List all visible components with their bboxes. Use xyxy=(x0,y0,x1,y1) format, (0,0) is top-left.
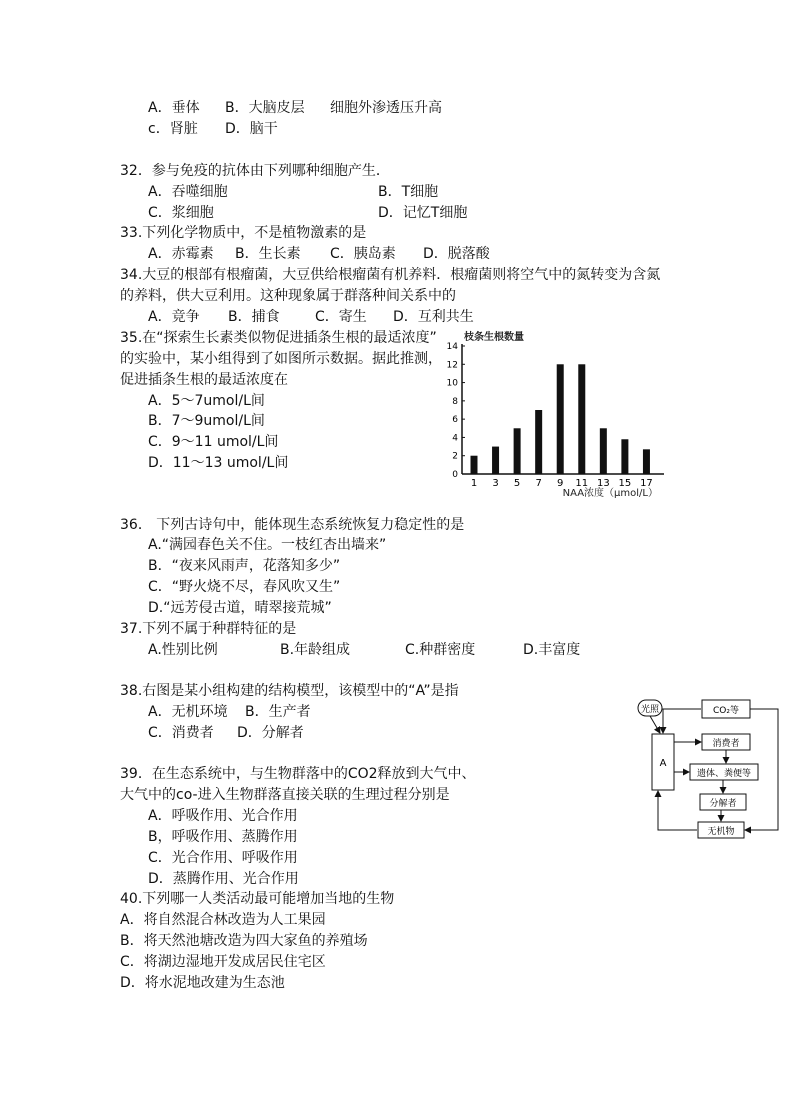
q33-option-c: C．胰岛素 xyxy=(330,246,396,262)
q35-stem-line-3: 促进插条生根的最适浓度在 xyxy=(120,372,288,388)
q40-option-c: C．将湖边湿地开发成居民住宅区 xyxy=(120,954,326,970)
x-tick-label: 9 xyxy=(557,478,564,489)
y-tick-label: 10 xyxy=(446,378,458,389)
q38-stem: 38.右图是某小组构建的结构模型，该模型中的“A”是指 xyxy=(120,683,459,699)
y-tick-label: 0 xyxy=(452,470,458,480)
x-tick-label: 11 xyxy=(575,478,589,489)
q37-option-c: C.种群密度 xyxy=(405,642,476,658)
q35-stem-line-2: 的实验中，某小组得到了如图所示数据。据此推测， xyxy=(120,351,442,367)
q39-stem-line-2: 大气中的co-进入生物群落直接关联的生理过程分别是 xyxy=(120,787,450,803)
q31-option-d: D．脑干 xyxy=(225,121,278,137)
q40-stem: 40.下列哪一人类活动最可能增加当地的生物 xyxy=(120,891,395,907)
x-tick-label: 5 xyxy=(513,478,521,489)
q34-option-c: C．寄生 xyxy=(315,309,367,325)
q40-option-a: A．将自然混合林改造为人工果园 xyxy=(120,912,326,928)
bar-3 xyxy=(492,447,499,474)
bar-17 xyxy=(643,449,650,474)
q32-option-c: C．浆细胞 xyxy=(148,205,214,221)
node-decomposer-label: 分解者 xyxy=(709,799,737,809)
y-tick-label: 12 xyxy=(446,360,458,371)
q38-option-c: C．消费者 xyxy=(148,725,214,741)
root-count-bar-chart xyxy=(438,326,678,504)
q39-stem-line-1: 39．在生态系统中，与生物群落中的CO2释放到大气中、 xyxy=(120,766,476,782)
x-tick-label: 15 xyxy=(618,478,632,489)
q33-stem: 33.下列化学物质中，不是植物激素的是 xyxy=(120,225,367,241)
bar-7 xyxy=(535,410,542,474)
x-tick-label: 3 xyxy=(492,478,499,489)
q33-option-d: D．脱落酸 xyxy=(423,246,490,262)
q33-option-b: B．生长素 xyxy=(235,246,301,262)
y-tick-label: 2 xyxy=(452,451,458,462)
bar-11 xyxy=(578,364,585,474)
q37-option-b: B.年龄组成 xyxy=(280,642,351,658)
q39-option-a: A．呼吸作用、光合作用 xyxy=(148,808,298,824)
node-inorganic-label: 无机物 xyxy=(707,827,735,837)
arrow-light-to-a xyxy=(650,716,660,733)
node-co2-label: CO₂等 xyxy=(713,706,739,716)
q36-option-b: B．“夜来风雨声，花落知多少” xyxy=(148,558,341,574)
q36-option-a: A.“满园春色关不住。一枝红杏出墙来” xyxy=(148,537,387,553)
node-remains-label: 遗体、粪便等 xyxy=(696,769,752,779)
q39-option-d: D．蒸腾作用、光合作用 xyxy=(148,871,299,887)
q37-stem: 37.下列不属于种群特征的是 xyxy=(120,621,297,637)
x-tick-label: 7 xyxy=(535,478,542,489)
q35-option-c: C．9～11 umol/L间 xyxy=(148,434,279,450)
q32-option-d: D．记忆T细胞 xyxy=(378,205,468,221)
q34-stem-line-1: 34.大豆的根部有根瘤菌，大豆供给根瘤菌有机养料．根瘤菌则将空气中的氮转变为含氮 xyxy=(120,267,661,283)
q39-option-b: B，呼吸作用、蒸腾作用 xyxy=(148,829,298,845)
y-tick-label: 6 xyxy=(452,415,458,426)
q35-option-d: D．11～13 umol/L间 xyxy=(148,455,289,471)
q35-option-a: A．5～7umol/L间 xyxy=(148,393,265,409)
sunlight-label: 光照 xyxy=(640,705,660,715)
q33-option-a: A．赤霉素 xyxy=(148,246,214,262)
bar-15 xyxy=(621,439,628,474)
q37-option-a: A.性别比例 xyxy=(148,642,218,658)
q38-option-b: B．生产者 xyxy=(245,704,311,720)
q37-option-d: D.丰富度 xyxy=(523,642,581,658)
q31-option-a: A．垂体 xyxy=(148,100,200,116)
ecosystem-structure-diagram xyxy=(632,694,784,844)
x-tick-label: 13 xyxy=(596,478,610,489)
q35-stem-line-1: 35.在“探索生长素类似物促进插条生根的最适浓度” xyxy=(120,330,437,346)
q34-option-b: B．捕食 xyxy=(228,309,280,325)
arrow-co2-to-a xyxy=(663,709,701,733)
node-a-label: A xyxy=(659,758,667,769)
q36-option-d: D.“远芳侵古道，晴翠接荒城” xyxy=(148,600,332,616)
chart-title: 枝条生根数量 xyxy=(464,332,524,343)
y-tick-label: 14 xyxy=(446,342,458,352)
q31-extra-text: 细胞外渗透压升高 xyxy=(330,100,442,116)
q36-stem: 36． 下列古诗句中，能体现生态系统恢复力稳定性的是 xyxy=(120,517,465,533)
y-tick-label: 8 xyxy=(452,396,458,407)
bar-5 xyxy=(514,428,521,474)
bar-9 xyxy=(557,364,564,474)
bar-13 xyxy=(600,428,607,474)
q38-option-d: D．分解者 xyxy=(237,725,304,741)
y-tick-label: 4 xyxy=(452,433,458,444)
q40-option-b: B．将天然池塘改造为四大家鱼的养殖场 xyxy=(120,933,368,949)
x-tick-label: 17 xyxy=(640,478,653,489)
q34-stem-line-2: 的养料，供大豆利用。这种现象属于群落种间关系中的 xyxy=(120,288,456,304)
x-axis-label: NAA浓度（μmol/L） xyxy=(562,488,658,499)
arrow-inorganic-to-a xyxy=(658,791,697,830)
q32-option-b: B．T细胞 xyxy=(378,184,439,200)
q32-stem: 32．参与免疫的抗体由下列哪种细胞产生． xyxy=(120,163,390,179)
q31-option-c: c．肾脏 xyxy=(148,121,198,137)
q38-option-a: A．无机环境 xyxy=(148,704,228,720)
q35-option-b: B．7～9umol/L间 xyxy=(148,413,265,429)
q31-option-b: B．大脑皮层 xyxy=(225,100,305,116)
q34-option-d: D．互利共生 xyxy=(393,309,474,325)
x-tick-label: 1 xyxy=(470,478,478,489)
bar-1 xyxy=(471,456,478,474)
q34-option-a: A．竞争 xyxy=(148,309,200,325)
q32-option-a: A．吞噬细胞 xyxy=(148,184,228,200)
q40-option-d: D．将水泥地改建为生态池 xyxy=(120,975,285,991)
node-consumer-label: 消费者 xyxy=(712,739,740,749)
q36-option-c: C．“野火烧不尽，春风吹又生” xyxy=(148,579,341,595)
q39-option-c: C．光合作用、呼吸作用 xyxy=(148,850,298,866)
